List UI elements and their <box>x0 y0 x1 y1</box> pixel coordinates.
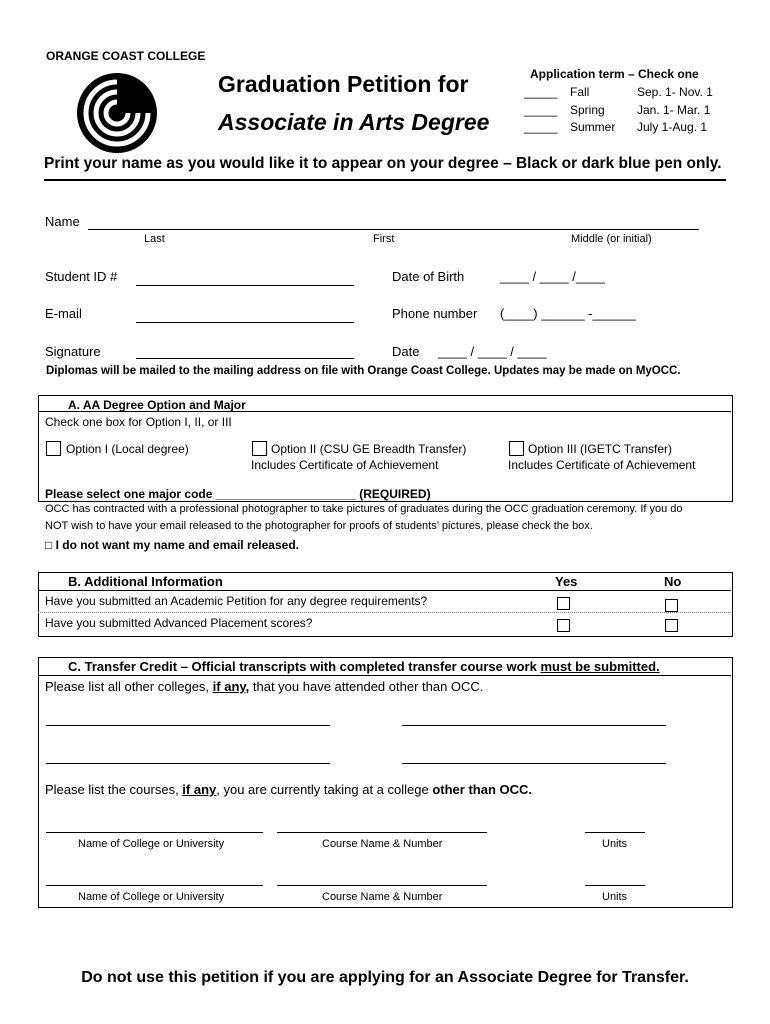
divider <box>44 179 726 181</box>
current-courses-instruction: Please list the courses, if any, you are currently taking at a college other than OCC. <box>45 782 532 797</box>
college-field-1[interactable] <box>46 725 330 726</box>
opt-out-checkbox[interactable]: □ I do not want my name and email released. <box>45 538 299 552</box>
name-field[interactable] <box>88 229 699 230</box>
option1-label: Option I (Local degree) <box>66 442 189 456</box>
q1-yes-checkbox[interactable] <box>557 597 570 610</box>
course-college-field-2[interactable] <box>46 885 263 886</box>
section-b-row-rule <box>38 612 731 613</box>
email-label: E-mail <box>45 306 82 321</box>
question-academic-petition: Have you submitted an Academic Petition for any degree requirements? <box>45 594 428 608</box>
question-ap-scores: Have you submitted Advanced Placement scores? <box>45 616 313 630</box>
col-course-label-2: Course Name & Number <box>322 891 443 903</box>
term-heading: Application term – Check one <box>530 67 699 81</box>
college-name: ORANGE COAST COLLEGE <box>46 49 206 63</box>
section-c-title: C. Transfer Credit – Official transcripts with completed transfer course work must be submitted. <box>68 659 660 674</box>
date-field[interactable]: ____ / ____ / ____ <box>438 344 547 359</box>
section-a-instruction: Check one box for Option I, II, or III <box>45 415 232 429</box>
q2-yes-checkbox[interactable] <box>557 619 570 632</box>
signature-field[interactable] <box>136 358 354 359</box>
section-c-header-rule <box>38 675 731 676</box>
phone-label: Phone number <box>392 306 478 321</box>
course-units-field-1[interactable] <box>585 832 645 833</box>
college-field-4[interactable] <box>402 763 666 764</box>
other-colleges-instruction: Please list all other colleges, if any, that you have attended other than OCC. <box>45 679 484 694</box>
pen-instruction: Print your name as you would like it to appear on your degree – Black or dark blue pen only. <box>44 155 722 172</box>
yes-header: Yes <box>555 574 578 589</box>
q2-no-checkbox[interactable] <box>665 619 678 632</box>
diploma-note: Diplomas will be mailed to the mailing address on file with Orange Coast College. Updates may be made on MyOCC. <box>46 365 681 377</box>
course-college-field-1[interactable] <box>46 832 263 833</box>
signature-label: Signature <box>45 344 101 359</box>
q1-no-checkbox[interactable] <box>665 599 678 612</box>
footer-warning: Do not use this petition if you are applying for an Associate Degree for Transfer. <box>81 969 689 986</box>
section-b-header-rule <box>38 590 731 591</box>
date-label: Date <box>392 344 420 359</box>
college-field-3[interactable] <box>46 763 330 764</box>
course-name-field-1[interactable] <box>277 832 487 833</box>
dob-label: Date of Birth <box>392 269 465 284</box>
course-name-field-2[interactable] <box>277 885 487 886</box>
student-id-field[interactable] <box>136 285 354 286</box>
option3-sub: Includes Certificate of Achievement <box>508 458 696 472</box>
term-fall[interactable]: _____ Fall Sep. 1- Nov. 1 <box>524 85 713 99</box>
col-units-label-2: Units <box>602 891 628 903</box>
option1-checkbox[interactable] <box>46 441 61 456</box>
option2-checkbox[interactable] <box>252 441 267 456</box>
student-id-label: Student ID # <box>45 269 118 284</box>
section-a-title: A. AA Degree Option and Major <box>68 398 246 412</box>
course-units-field-2[interactable] <box>585 885 645 886</box>
email-field[interactable] <box>136 322 354 323</box>
no-header: No <box>664 574 682 589</box>
section-b-title: B. Additional Information <box>68 574 223 589</box>
phone-field[interactable]: (____) ______ -______ <box>500 306 636 321</box>
college-field-2[interactable] <box>402 725 666 726</box>
name-sub-last: Last <box>144 233 165 245</box>
dob-field[interactable]: ____ / ____ /____ <box>500 269 605 284</box>
option3-label: Option III (IGETC Transfer) <box>528 442 673 456</box>
col-college-label-2: Name of College or University <box>78 891 225 903</box>
term-summer[interactable]: _____ Summer July 1-Aug. 1 <box>524 120 708 134</box>
form-title-line2: Associate in Arts Degree <box>218 109 490 135</box>
col-college-label: Name of College or University <box>78 838 225 850</box>
col-course-label: Course Name & Number <box>322 838 443 850</box>
col-units-label: Units <box>602 838 628 850</box>
photo-note-1: OCC has contracted with a professional photographer to take pictures of graduates during the OCC graduation ceremony. If you do <box>45 503 683 515</box>
name-sub-middle: Middle (or initial) <box>571 233 652 245</box>
photo-note-2: NOT wish to have your email released to the photographer for proofs of students’ pictures, please check the box. <box>45 520 593 532</box>
form-title-line1: Graduation Petition for <box>218 71 469 97</box>
name-label: Name <box>45 214 80 229</box>
major-code-field[interactable]: Please select one major code _____________________ (REQUIRED) <box>45 487 431 501</box>
option2-label: Option II (CSU GE Breadth Transfer) <box>271 442 467 456</box>
option2-sub: Includes Certificate of Achievement <box>251 458 439 472</box>
college-logo <box>76 72 158 154</box>
name-sub-first: First <box>373 233 395 245</box>
option3-checkbox[interactable] <box>509 441 524 456</box>
term-list <box>524 84 713 137</box>
term-spring[interactable]: _____ Spring Jan. 1- Mar. 1 <box>524 102 711 117</box>
